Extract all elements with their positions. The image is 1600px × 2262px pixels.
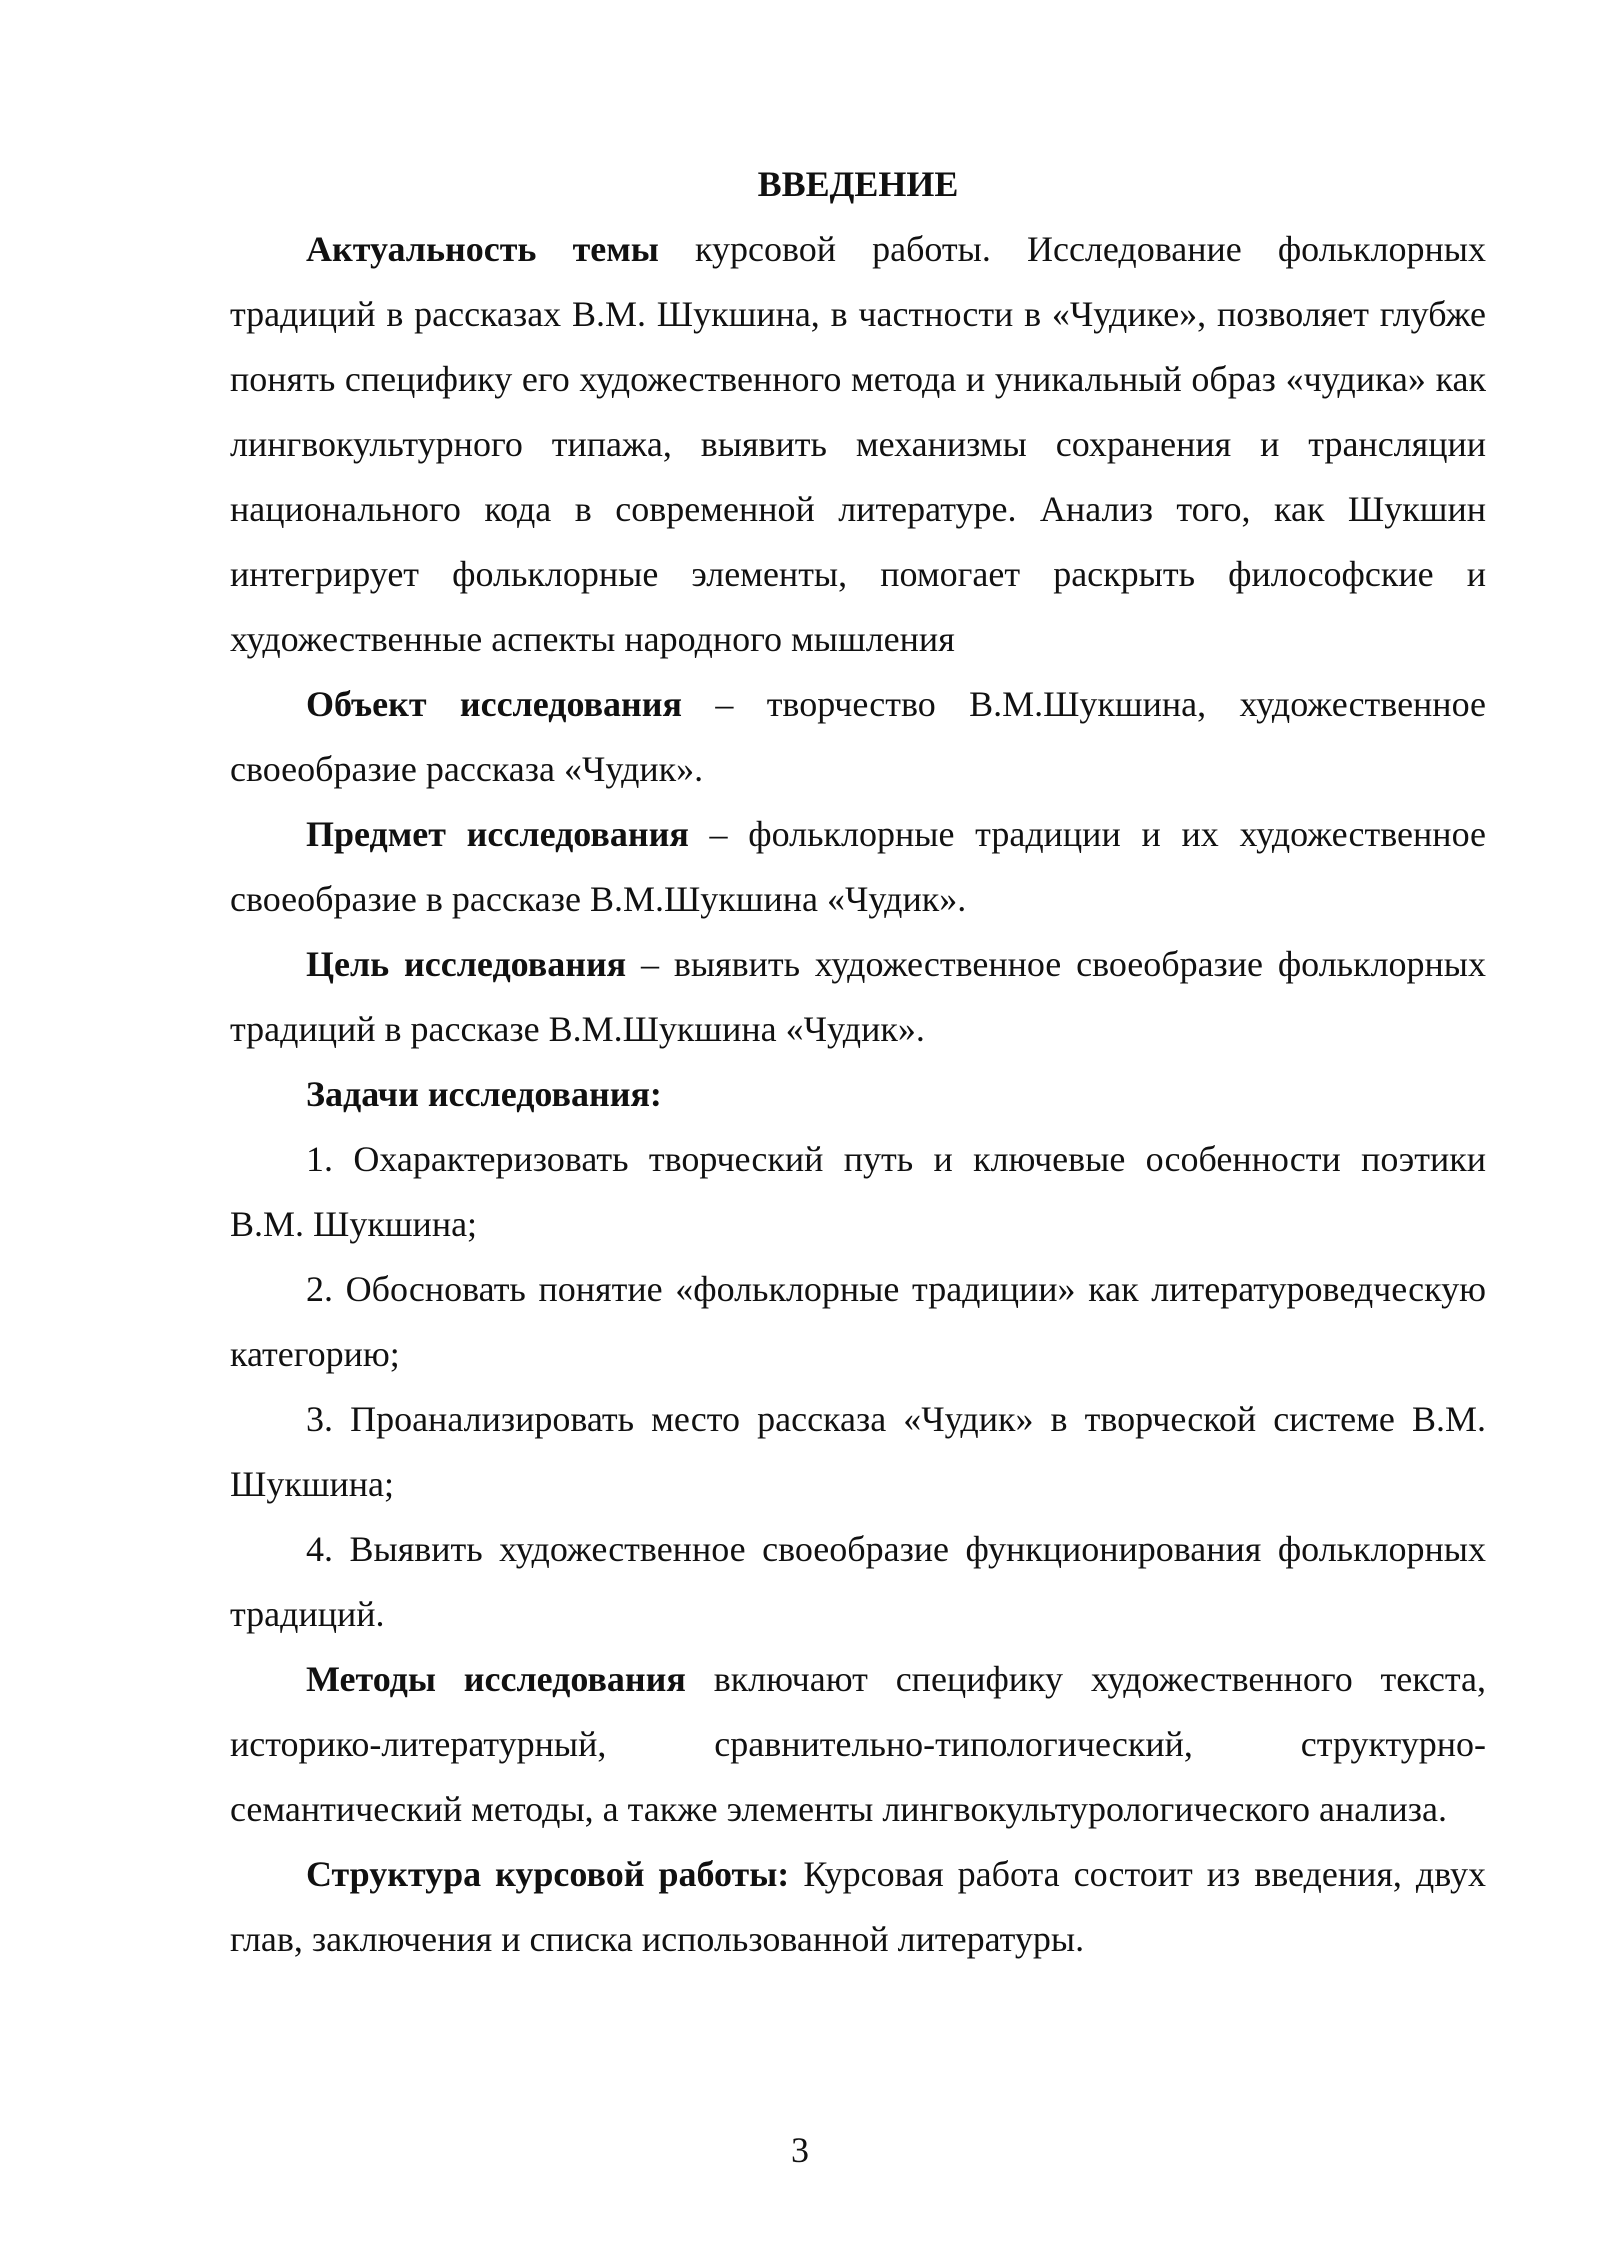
methods-label: Методы исследования [306, 1659, 686, 1699]
tasks-heading [230, 1062, 1486, 1127]
structure-label: Структура курсовой работы: [306, 1854, 790, 1894]
task-item: 2. Обосновать понятие «фольклорные традиции» как литературоведческую категорию; [230, 1269, 1486, 1374]
tasks-label: Задачи исследования: [306, 1074, 662, 1114]
subject-label: Предмет исследования [306, 814, 689, 854]
methods-text: включают специфику художественного текста, историко-литературный, сравнительно-типологический, структурно-семантический методы, а также элементы лингвокультурологического анализа. [230, 1659, 1486, 1829]
task-item: 4. Выявить художественное своеобразие функционирования фольклорных традиций. [230, 1529, 1486, 1634]
structure-paragraph [230, 1842, 1486, 1972]
subject-text: – фольклорные традиции и их художественное своеобразие в рассказе В.М.Шукшина «Чудик». [230, 814, 1486, 919]
relevance-label: Актуальность темы [306, 229, 659, 269]
object-paragraph [230, 672, 1486, 802]
object-text: – творчество В.М.Шукшина, художественное своеобразие рассказа «Чудик». [230, 684, 1486, 789]
methods-paragraph [230, 1647, 1486, 1842]
goal-label: Цель исследования [306, 944, 627, 984]
page-number: 3 [791, 2130, 809, 2170]
page-content [230, 152, 1486, 1972]
structure-text: Курсовая работа состоит из введения, двух глав, заключения и списка использованной литературы. [230, 1854, 1487, 1959]
task-item: 1. Охарактеризовать творческий путь и ключевые особенности поэтики В.М. Шукшина; [230, 1139, 1486, 1244]
task-item: 3. Проанализировать место рассказа «Чудик» в творческой системе В.М. Шукшина; [230, 1399, 1486, 1504]
relevance-text: курсовой работы. Исследование фольклорных традиций в рассказах В.М. Шукшина, в частности в «Чудике», позволяет глубже понять специфику его художественного метода и уникальный образ «чудика» как лингвокультурного типажа, выявить механизмы сохранения и трансляции национального кода в современной литературе. Анализ того, как Шукшин интегрирует фольклорные элементы, помогает раскрыть философские и художественные аспекты народного мышления [230, 229, 1486, 659]
object-label: Объект исследования [306, 684, 682, 724]
section-heading: ВВЕДЕНИЕ [757, 164, 959, 204]
relevance-paragraph [230, 217, 1486, 672]
goal-text: – выявить художественное своеобразие фольклорных традиций в рассказе В.М.Шукшина «Чудик». [230, 944, 1486, 1049]
subject-paragraph [230, 802, 1486, 932]
goal-paragraph [230, 932, 1486, 1062]
